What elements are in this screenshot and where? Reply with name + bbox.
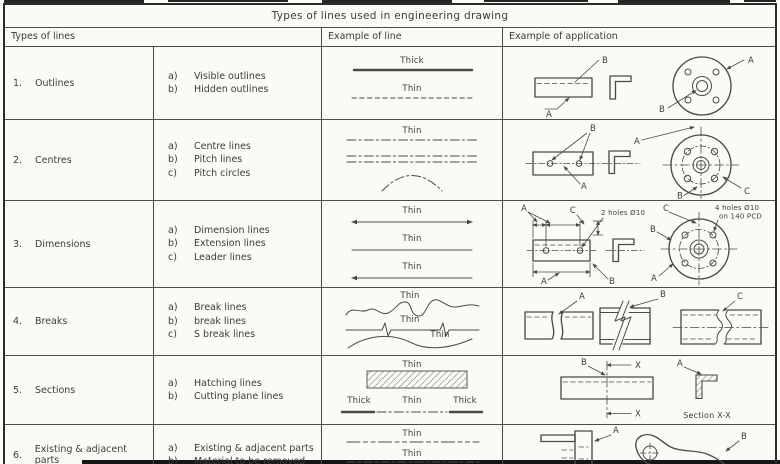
svg-text:X: X: [635, 361, 642, 371]
svg-text:B: B: [581, 358, 588, 368]
svg-text:B: B: [590, 124, 597, 134]
flange-with-pcd-drawing: [650, 204, 762, 285]
subtype-item: [154, 167, 321, 181]
item-letter: c): [168, 329, 177, 341]
application-example-cell: [503, 425, 775, 464]
subtype-item: [154, 83, 321, 97]
svg-text:on 140 PCD: on 140 PCD: [719, 212, 763, 221]
phantom-application-drawing: [503, 425, 773, 464]
section-application-drawing: [503, 356, 773, 423]
break-application-drawing: [503, 288, 773, 354]
line-example-cell: [322, 47, 503, 119]
item-text: Existing & adjacent parts: [194, 442, 314, 454]
line-example-cell: [322, 201, 503, 287]
subtype-item: [154, 301, 321, 315]
row-type-cell: [5, 201, 154, 287]
svg-text:B: B: [650, 225, 657, 235]
line-example-cell: [322, 356, 503, 424]
header-types-of-lines: Types of lines: [5, 28, 322, 46]
angle-bracket-drawing: [602, 151, 640, 174]
svg-text:A: A: [651, 274, 658, 284]
lever-with-removed-material-drawing: [636, 432, 747, 464]
row-type-name: Existing & adjacent parts: [34, 444, 127, 464]
row-type-name: Breaks: [35, 316, 68, 327]
svg-text:Thick: Thick: [400, 56, 424, 66]
row-subtypes-cell: [154, 120, 322, 200]
subtype-item: [154, 251, 321, 265]
item-letter: a): [168, 70, 178, 82]
subtype-item: [154, 455, 321, 464]
angle-bracket-drawing: [610, 76, 631, 99]
dimension-line-examples-drawing: [322, 201, 503, 286]
line-example-cell: [322, 288, 503, 355]
svg-text:B: B: [602, 56, 609, 66]
phantom-line-examples-drawing: [322, 425, 503, 464]
svg-text:Thin: Thin: [402, 360, 422, 370]
table-row-breaks: [5, 288, 775, 356]
svg-text:Thin: Thin: [402, 126, 422, 136]
svg-text:C: C: [663, 204, 670, 214]
header-example-of-line: Example of line: [322, 28, 503, 46]
freehand-break-plate-drawing: [525, 292, 593, 339]
table-row-sections: [5, 356, 775, 425]
svg-text:A: A: [613, 426, 620, 436]
row-subtypes-cell: [154, 288, 322, 355]
scan-artifact: [484, 0, 588, 2]
plate-with-holes-drawing: [526, 124, 600, 192]
svg-text:A: A: [545, 110, 553, 118]
item-text: Cutting plane lines: [194, 391, 284, 402]
dimension-application-drawing: [503, 201, 773, 286]
item-text: Material to be removed: [194, 456, 306, 464]
flange-drawing: [659, 56, 754, 115]
header-example-of-application: Example of application: [509, 31, 618, 42]
row-subtypes-cell: [154, 356, 322, 424]
svg-text:B: B: [609, 277, 616, 286]
outline-line-examples-drawing: [322, 47, 503, 118]
svg-text:Thin: Thin: [402, 449, 422, 459]
item-letter: b): [168, 391, 178, 402]
item-text: Dimension lines: [194, 224, 270, 236]
row-subtypes-cell: [154, 47, 322, 119]
svg-text:Section X-X: Section X-X: [683, 411, 731, 420]
svg-text:C: C: [737, 292, 744, 302]
item-text: Break lines: [194, 302, 247, 314]
item-letter: b): [168, 456, 178, 464]
svg-text:Thin: Thin: [400, 315, 420, 325]
centre-application-drawing: [503, 120, 773, 199]
item-text: Extension lines: [194, 238, 266, 250]
svg-text:C: C: [569, 206, 577, 216]
svg-text:Thin: Thin: [402, 84, 422, 94]
svg-text:A: A: [748, 56, 755, 66]
subtype-item: [154, 224, 321, 238]
centre-line-examples-drawing: [322, 120, 503, 199]
table-row-outlines: [5, 47, 775, 120]
s-break-tube-drawing: [673, 292, 769, 344]
item-letter: b): [168, 154, 178, 166]
row-type-name: Sections: [35, 384, 76, 396]
scan-artifact: [168, 0, 288, 2]
section-line-examples-drawing: [322, 356, 503, 423]
break-line-examples-drawing: [322, 288, 503, 354]
subtype-item: [154, 140, 321, 154]
item-letter: a): [168, 140, 178, 152]
hatched-section-drawing: [677, 359, 731, 420]
svg-text:X: X: [635, 409, 642, 420]
item-text: Hatching lines: [194, 377, 262, 389]
subtype-item: [154, 315, 321, 329]
item-text: Centre lines: [194, 140, 251, 152]
svg-text:C: C: [744, 187, 751, 197]
svg-text:Thin: Thin: [402, 429, 422, 439]
item-letter: a): [168, 442, 178, 454]
scan-artifact: [744, 0, 776, 2]
svg-text:Thick: Thick: [347, 396, 371, 406]
row-type-name: Outlines: [35, 77, 75, 89]
item-text: Hidden outlines: [194, 84, 269, 95]
item-text: Leader lines: [194, 251, 252, 263]
svg-text:A: A: [579, 292, 586, 302]
subtype-item: [154, 442, 321, 456]
row-type-cell: [5, 356, 154, 424]
row-number: 1.: [13, 77, 23, 89]
svg-text:A: A: [540, 277, 548, 286]
svg-text:B: B: [660, 290, 667, 300]
application-example-cell: [503, 288, 775, 355]
subtype-item: [154, 153, 321, 167]
item-text: Visible outlines: [194, 70, 266, 82]
svg-text:4 holes Ø10: 4 holes Ø10: [715, 204, 760, 212]
table-row-dimensions: [5, 201, 775, 288]
svg-text:B: B: [659, 105, 666, 115]
row-number: 4.: [13, 316, 23, 327]
row-number: 3.: [13, 238, 23, 250]
item-text: S break lines: [194, 329, 256, 341]
svg-text:Thin: Thin: [402, 262, 422, 272]
outline-application-drawing: [503, 47, 773, 118]
flange-with-pitch-circle-drawing: [634, 127, 750, 199]
angle-bracket-drawing: [606, 239, 644, 262]
application-example-cell: [503, 120, 775, 200]
row-type-name: Dimensions: [35, 238, 91, 250]
application-example-cell: [503, 356, 775, 424]
subtype-item: [154, 237, 321, 251]
line-example-cell: [322, 425, 503, 464]
item-letter: c): [168, 167, 177, 179]
item-letter: a): [168, 377, 178, 389]
row-type-cell: [5, 425, 154, 464]
svg-text:B: B: [741, 432, 748, 442]
row-number: 5.: [13, 384, 23, 396]
row-type-cell: [5, 288, 154, 355]
line-types-table: [3, 3, 777, 464]
svg-text:A: A: [634, 137, 641, 147]
subtype-item: [154, 390, 321, 404]
svg-text:A: A: [677, 359, 684, 369]
table-row-centres: [5, 120, 775, 201]
svg-text:Thin: Thin: [402, 234, 422, 244]
item-text: Pitch lines: [194, 154, 243, 166]
svg-text:Thick: Thick: [453, 396, 477, 406]
plate-drawing: [535, 56, 608, 118]
svg-text:Thin: Thin: [402, 396, 422, 406]
subtype-item: [154, 70, 321, 84]
item-letter: c): [168, 251, 177, 263]
svg-text:2 holes Ø10: 2 holes Ø10: [601, 209, 646, 217]
row-subtypes-cell: [154, 201, 322, 287]
subtype-item: [154, 328, 321, 342]
table-header-row: [5, 28, 775, 47]
application-example-cell: [503, 201, 775, 287]
svg-text:B: B: [677, 191, 684, 199]
svg-text:Thin: Thin: [430, 330, 450, 340]
svg-text:Thin: Thin: [400, 291, 420, 301]
svg-text:A: A: [581, 182, 588, 192]
item-letter: b): [168, 84, 178, 95]
table-title: Types of lines used in engineering drawing: [5, 5, 775, 28]
item-text: break lines: [194, 315, 247, 327]
row-type-cell: [5, 120, 154, 200]
line-example-cell: [322, 120, 503, 200]
application-example-cell: [503, 47, 775, 119]
item-text: Pitch circles: [194, 167, 251, 179]
row-type-cell: [5, 47, 154, 119]
cutting-plane-plate-drawing: [561, 358, 653, 420]
row-number: 6.: [13, 449, 23, 461]
row-number: 2.: [13, 154, 23, 166]
table-row-existing-parts: [5, 425, 775, 464]
item-letter: b): [168, 315, 178, 327]
svg-text:A: A: [521, 204, 528, 214]
row-type-name: Centres: [35, 154, 72, 166]
row-subtypes-cell: [154, 425, 322, 464]
item-letter: a): [168, 224, 178, 236]
item-letter: a): [168, 302, 178, 314]
item-letter: b): [168, 238, 178, 250]
svg-text:Thin: Thin: [402, 206, 422, 216]
adjacent-part-bracket-drawing: [541, 426, 619, 464]
subtype-item: [154, 377, 321, 391]
lightning-break-bar-drawing: [600, 290, 666, 350]
